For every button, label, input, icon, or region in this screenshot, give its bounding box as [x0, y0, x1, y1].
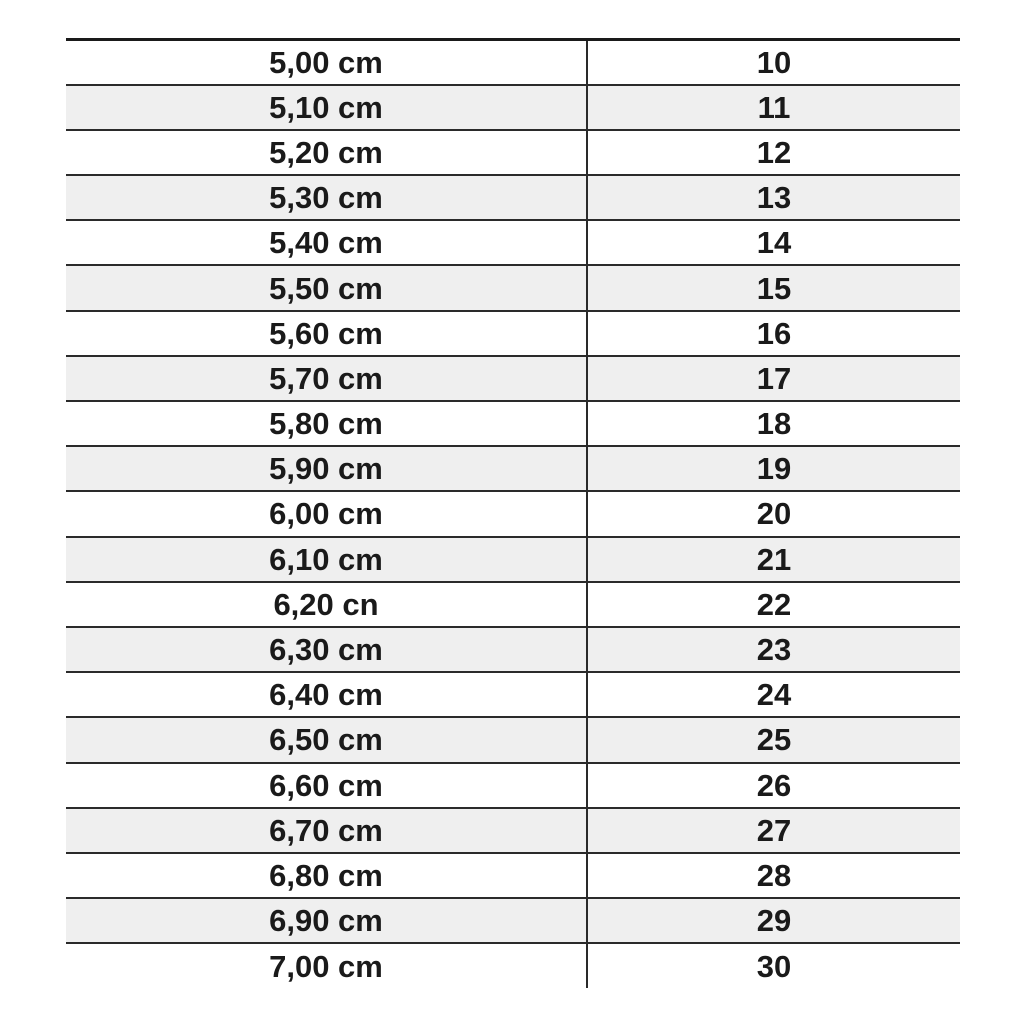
measure-cell: 6,10 cm — [66, 537, 587, 582]
size-chart-body — [66, 40, 960, 989]
size-cell: 13 — [587, 175, 960, 220]
table-row — [66, 311, 960, 356]
measure-cell: 6,00 cm — [66, 491, 587, 536]
size-cell: 11 — [587, 85, 960, 130]
size-cell: 14 — [587, 220, 960, 265]
table-row — [66, 763, 960, 808]
measure-cell: 5,00 cm — [66, 40, 587, 85]
size-cell: 27 — [587, 808, 960, 853]
measure-cell: 5,10 cm — [66, 85, 587, 130]
size-cell: 10 — [587, 40, 960, 85]
size-cell: 20 — [587, 491, 960, 536]
measure-cell: 5,80 cm — [66, 401, 587, 446]
table-row — [66, 85, 960, 130]
table-row — [66, 265, 960, 310]
size-cell: 21 — [587, 537, 960, 582]
size-cell: 12 — [587, 130, 960, 175]
measure-cell: 5,40 cm — [66, 220, 587, 265]
measure-cell: 6,50 cm — [66, 717, 587, 762]
table-row — [66, 717, 960, 762]
table-row — [66, 627, 960, 672]
size-cell: 30 — [587, 943, 960, 988]
measure-cell: 6,40 cm — [66, 672, 587, 717]
measure-cell: 6,30 cm — [66, 627, 587, 672]
table-row — [66, 537, 960, 582]
size-cell: 28 — [587, 853, 960, 898]
size-cell: 24 — [587, 672, 960, 717]
table-row — [66, 943, 960, 988]
size-cell: 17 — [587, 356, 960, 401]
size-cell: 25 — [587, 717, 960, 762]
table-row — [66, 356, 960, 401]
measure-cell: 6,90 cm — [66, 898, 587, 943]
table-row — [66, 175, 960, 220]
table-row — [66, 130, 960, 175]
measure-cell: 5,90 cm — [66, 446, 587, 491]
size-cell: 29 — [587, 898, 960, 943]
measure-cell: 6,60 cm — [66, 763, 587, 808]
measure-cell: 5,50 cm — [66, 265, 587, 310]
measure-cell: 5,20 cm — [66, 130, 587, 175]
size-cell: 19 — [587, 446, 960, 491]
size-cell: 23 — [587, 627, 960, 672]
table-row — [66, 808, 960, 853]
measure-cell: 6,70 cm — [66, 808, 587, 853]
size-cell: 18 — [587, 401, 960, 446]
table-row — [66, 898, 960, 943]
size-cell: 26 — [587, 763, 960, 808]
table-row — [66, 40, 960, 85]
measure-cell: 6,80 cm — [66, 853, 587, 898]
size-chart-table — [66, 38, 960, 988]
measure-cell: 7,00 cm — [66, 943, 587, 988]
size-cell: 16 — [587, 311, 960, 356]
measure-cell: 5,60 cm — [66, 311, 587, 356]
table-row — [66, 672, 960, 717]
measure-cell: 6,20 cn — [66, 582, 587, 627]
table-row — [66, 853, 960, 898]
table-row — [66, 491, 960, 536]
measure-cell: 5,30 cm — [66, 175, 587, 220]
size-cell: 22 — [587, 582, 960, 627]
size-cell: 15 — [587, 265, 960, 310]
measure-cell: 5,70 cm — [66, 356, 587, 401]
table-row — [66, 220, 960, 265]
table-row — [66, 401, 960, 446]
table-row — [66, 582, 960, 627]
table-row — [66, 446, 960, 491]
